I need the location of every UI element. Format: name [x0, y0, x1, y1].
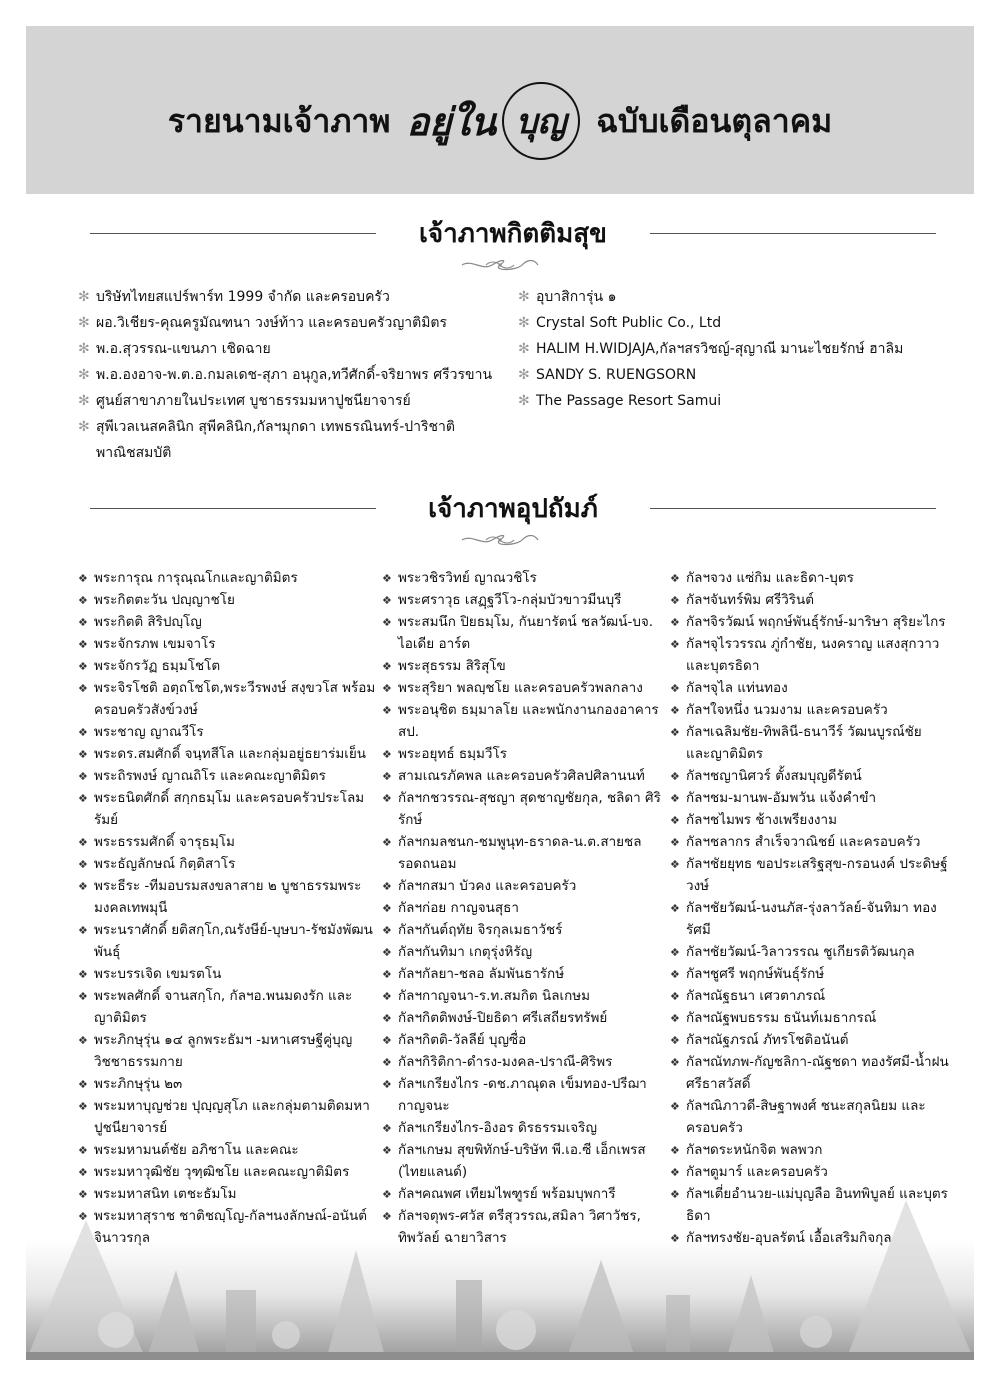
- list-item: ❖ กัลฯณิภาวดี-สิษฐาพงศ์ ชนะสกุลนิยม และครอบครัว: [670, 1098, 926, 1136]
- list-item: ❖ กัลฯจุไล แท่นทอง: [670, 677, 950, 699]
- list-item: ✻ HALIM H.WIDJAJA,กัลฯสรวิชญ์-สุญาณี มานะไชยรักษ์ ฮาลิม: [518, 336, 938, 362]
- divider-left: [90, 508, 376, 509]
- diamond-bullet-icon: ❖: [78, 1166, 88, 1179]
- diamond-bullet-icon: ❖: [670, 704, 680, 717]
- diamond-bullet-icon: ❖: [382, 1034, 392, 1047]
- diamond-bullet-icon: ❖: [382, 990, 392, 1003]
- list-item: ❖ กัลฯชัยยุทธ ขอประเสริฐสุข-กรอนงค์ ประดิษฐ์วงษ์: [670, 856, 948, 894]
- diamond-bullet-icon: ❖: [78, 770, 88, 783]
- list-item: ❖ พระนราศักดิ์ ยติสกฺโก,ณรังษีย์-บุษบา-รัชมังพัฒนพันธุ์: [78, 922, 373, 960]
- diamond-bullet-icon: ❖: [382, 572, 392, 585]
- list-item: ❖ กัลฯณัฐพบธรรม ธนันท์เมธากรณ์: [670, 1007, 950, 1029]
- list-item: ❖ พระจักรวัฏ ธมฺมโชโต: [78, 655, 378, 677]
- list-item: ✻ Crystal Soft Public Co., Ltd: [518, 310, 938, 336]
- list-item: ❖ กัลฯชลากร สำเร็จวาณิชย์ และครอบครัว: [670, 831, 950, 853]
- list-item: ✻ ศูนย์สาขาภายในประเทศ บูชาธรรมมหาปูชนียาจารย์: [78, 388, 498, 414]
- list-item: ❖ กัลฯจตุพร-ศวัส ตรีสุวรรณ,สมิลา วิศาวัชร, ทิพวัลย์ ฉายาวิสาร: [382, 1208, 641, 1246]
- list-item: ❖ กัลฯดระหนักจิต พลพวก: [670, 1139, 950, 1161]
- diamond-bullet-icon: ❖: [670, 1012, 680, 1025]
- list-item: ❖ กัลฯเตี่ยอำนวย-แม่บุญลือ อินทพิบูลย์ และบุตรธิดา: [670, 1186, 948, 1224]
- list-item: ❖ พระบรรเจิด เขมรตโน: [78, 963, 378, 985]
- diamond-bullet-icon: ❖: [670, 814, 680, 827]
- asterisk-icon: ✻: [78, 341, 90, 357]
- supporters-col1-list: [78, 567, 378, 1249]
- list-item: ❖ พระถิรพงษ์ ญาณถิโร และคณะญาติมิตร: [78, 765, 378, 787]
- list-item: ❖ พระมหาสุราช ชาติชญฺโญ-กัลฯนงลักษณ์-อนันต์ จินาวรกุล: [78, 1208, 368, 1246]
- diamond-bullet-icon: ❖: [670, 770, 680, 783]
- diamond-bullet-icon: ❖: [382, 748, 392, 761]
- asterisk-icon: ✻: [78, 393, 90, 409]
- diamond-bullet-icon: ❖: [382, 968, 392, 981]
- list-item: ❖ กัลฯจวง แซ่กิม และธิดา-บุตร: [670, 567, 950, 589]
- diamond-bullet-icon: ❖: [670, 968, 680, 981]
- diamond-bullet-icon: ❖: [382, 770, 392, 783]
- list-item: ❖ กัลฯชม-มานพ-อัมพวัน แจ้งคำขำ: [670, 787, 950, 809]
- diamond-bullet-icon: ❖: [670, 1188, 680, 1201]
- diamond-bullet-icon: ❖: [78, 660, 88, 673]
- list-item: ❖ พระสุริยา พลญฺชโย และครอบครัวพลกลาง: [382, 677, 662, 699]
- flourish-ornament-icon: [460, 257, 540, 273]
- list-item: ❖ พระมหาสนิท เตชะธัมโม: [78, 1183, 378, 1205]
- supporters-col2-list: [382, 567, 662, 1249]
- list-item: ✻ พ.อ.สุวรรณ-แขนภา เชิดฉาย: [78, 336, 498, 362]
- diamond-bullet-icon: ❖: [670, 902, 680, 915]
- diamond-bullet-icon: ❖: [78, 836, 88, 849]
- list-item: ❖ พระมหามนต์ชัย อภิชาโน และคณะ: [78, 1139, 378, 1161]
- list-item: ❖ พระธนิตศักดิ์ สกฺกธมฺโม และครอบครัวประโลมรัมย์: [78, 790, 365, 828]
- list-item: ❖ พระภิกษุรุ่น ๑๔ ลูกพระธัมฯ -มหาเศรษฐีคู่บุญ วิชชาธรรมกาย: [78, 1032, 353, 1070]
- list-item: ❖ กัลฯกัลยา-ชลอ ลัมพันธารักษ์: [382, 963, 662, 985]
- diamond-bullet-icon: ❖: [382, 880, 392, 893]
- list-item: ❖ กัลฯกาญจนา-ร.ท.สมกิต นิลเกษม: [382, 985, 662, 1007]
- list-item: ❖ กัลฯจันทร์พิม ศรีวิรินต์: [670, 589, 950, 611]
- diamond-bullet-icon: ❖: [78, 1100, 88, 1113]
- diamond-bullet-icon: ❖: [78, 682, 88, 695]
- diamond-bullet-icon: ❖: [670, 946, 680, 959]
- asterisk-icon: ✻: [78, 367, 90, 383]
- logo-circle-text: บุญ: [515, 102, 567, 142]
- diamond-bullet-icon: ❖: [670, 1232, 680, 1245]
- divider-left: [90, 233, 376, 234]
- list-item: ❖ กัลฯจิรวัฒน์ พฤกษ์พันธุ์รักษ์-มาริษา สุริยะไกร: [670, 611, 950, 633]
- list-item: ❖ พระวชิรวิทย์ ญาณวชิโร: [382, 567, 662, 589]
- list-item: ✻ ผอ.วิเชียร-คุณครูมัณฑนา วงษ์ท้าว และครอบครัวญาติมิตร: [78, 310, 498, 336]
- list-item: ❖ กัลฯกิตติพงษ์-ปิยธิดา ศรีเสถียรทรัพย์: [382, 1007, 662, 1029]
- list-item: ❖ พระสุธรรม สิริสุโข: [382, 655, 662, 677]
- diamond-bullet-icon: ❖: [382, 1056, 392, 1069]
- list-item: ❖ กัลฯใจหนึ่ง นวมงาม และครอบครัว: [670, 699, 950, 721]
- asterisk-icon: ✻: [518, 289, 530, 305]
- diamond-bullet-icon: ❖: [78, 1034, 88, 1047]
- list-item: ❖ กัลฯก่อย กาญจนสุธา: [382, 897, 662, 919]
- list-item: ❖ กัลฯกมลชนก-ชมพูนุท-ธราดล-น.ต.สายชล รอดถนอม: [382, 834, 642, 872]
- list-item: ❖ กัลฯกสมา บัวคง และครอบครัว: [382, 875, 662, 897]
- supporters-heading: [90, 488, 936, 528]
- list-item: ❖ กัลฯกิตติ-วัลลีย์ บุญซื่อ: [382, 1029, 662, 1051]
- logo-circle: [502, 82, 580, 160]
- list-item: ❖ พระธรรมศักดิ์ จารุธมฺโม: [78, 831, 378, 853]
- diamond-bullet-icon: ❖: [382, 1122, 392, 1135]
- diamond-bullet-icon: ❖: [670, 682, 680, 695]
- list-item: ❖ กัลฯจุไรวรรณ ภู่กำชัย, นงคราญ แสงสุกวาว และบุตรธิดา: [670, 636, 940, 674]
- list-item: ❖ พระภิกษุรุ่น ๒๓: [78, 1073, 378, 1095]
- list-item: ✻ สุพีเวลเนสคลินิก สุพีคลินิก,กัลฯมุกดา เทพธรณินทร์-ปาริชาติ พาณิชสมบัติ: [78, 414, 498, 466]
- list-item: ❖ พระชาญ ญาณวีโร: [78, 721, 378, 743]
- list-item: ❖ กัลฯชัยวัฒน์-นงนภัส-รุ่งลาวัลย์-จันทิมา ทองรัศมี: [670, 900, 937, 938]
- diamond-bullet-icon: ❖: [78, 1210, 88, 1223]
- list-item: ❖ กัลฯณัทภพ-กัญชลิกา-ณัฐชดา ทองรัศมี-น้ำฝน ศรีธาสวัสดิ์: [670, 1054, 949, 1092]
- diamond-bullet-icon: ❖: [382, 1210, 392, 1223]
- diamond-bullet-icon: ❖: [78, 594, 88, 607]
- diamond-bullet-icon: ❖: [382, 660, 392, 673]
- diamond-bullet-icon: ❖: [78, 638, 88, 651]
- diamond-bullet-icon: ❖: [670, 1100, 680, 1113]
- list-item: ❖ กัลฯกิริติกา-ดำรง-มงคล-ปราณี-ศิริพร: [382, 1051, 662, 1073]
- list-item: ❖ พระจิรโชติ อตฺถโชโต,พระวีรพงษ์ สงฺขวโส พร้อมครอบครัวสังข์วงษ์: [78, 680, 376, 718]
- diamond-bullet-icon: ❖: [78, 1078, 88, 1091]
- list-item: ❖ กัลฯกันทิมา เกตุรุ่งหิรัญ: [382, 941, 662, 963]
- asterisk-icon: ✻: [78, 289, 90, 305]
- main-sponsors-right-list: [518, 284, 938, 414]
- asterisk-icon: ✻: [78, 315, 90, 331]
- diamond-bullet-icon: ❖: [670, 594, 680, 607]
- supporters-col3-list: [670, 567, 950, 1249]
- list-item: ❖ กัลฯชญานิศวร์ ตั้งสมบุญดีรัตน์: [670, 765, 950, 787]
- diamond-bullet-icon: ❖: [670, 990, 680, 1003]
- diamond-bullet-icon: ❖: [382, 792, 392, 805]
- asterisk-icon: ✻: [518, 341, 530, 357]
- asterisk-icon: ✻: [78, 419, 90, 435]
- divider-right: [650, 233, 936, 234]
- diamond-bullet-icon: ❖: [670, 1166, 680, 1179]
- title-row: [26, 86, 974, 156]
- list-item: ❖ สามเณรภัคพล และครอบครัวศิลปศิลานนท์: [382, 765, 662, 787]
- list-item: ❖ กัลฯชัยวัฒน์-วิลาวรรณ ชูเกียรติวัฒนกุล: [670, 941, 950, 963]
- diamond-bullet-icon: ❖: [382, 1144, 392, 1157]
- diamond-bullet-icon: ❖: [670, 572, 680, 585]
- logo: [406, 82, 580, 160]
- title-left: รายนามเจ้าภาพ: [167, 101, 391, 140]
- list-item: ❖ กัลฯเฉลิมชัย-ทิพลินี-ธนาวีร์ วัฒนบูรณ์ชัย และญาติมิตร: [670, 724, 922, 762]
- diamond-bullet-icon: ❖: [670, 1056, 680, 1069]
- list-item: ❖ กัลฯณัฐภรณ์ ภัทรโชติอนันต์: [670, 1029, 950, 1051]
- asterisk-icon: ✻: [518, 367, 530, 383]
- diamond-bullet-icon: ❖: [382, 836, 392, 849]
- diamond-bullet-icon: ❖: [382, 1078, 392, 1091]
- list-item: ❖ พระศราวุธ เสฏฺฐวีโว-กลุ่มบัวขาวมีนบุรี: [382, 589, 662, 611]
- list-item: ❖ พระธีระ -ทีมอบรมสงขลาสาย ๒ บูชาธรรมพระมงคลเทพมุนี: [78, 878, 362, 916]
- list-item: ❖ พระกิตตะวัน ปญฺญาชโย: [78, 589, 378, 611]
- list-item: ❖ กัลฯเกรียงไกร-อิงอร ดิรธรรมเจริญ: [382, 1117, 662, 1139]
- diamond-bullet-icon: ❖: [78, 858, 88, 871]
- diamond-bullet-icon: ❖: [78, 880, 88, 893]
- asterisk-icon: ✻: [518, 315, 530, 331]
- list-item: ❖ พระจักรภพ เขมจาโร: [78, 633, 378, 655]
- diamond-bullet-icon: ❖: [78, 748, 88, 761]
- asterisk-icon: ✻: [518, 393, 530, 409]
- list-item: ❖ พระอยุทธ์ ธมฺมวีโร: [382, 743, 662, 765]
- list-item: ❖ กัลฯกชวรรณ-สุชญา สุดชาญชัยกุล, ชลิดา ศิริรักษ์: [382, 790, 661, 828]
- diamond-bullet-icon: ❖: [382, 616, 392, 629]
- list-item: ❖ พระดร.สมศักดิ์ จนฺทสีโล และกลุ่มอยู่ธยาร่มเย็น: [78, 743, 378, 765]
- list-item: ❖ กัลฯคณพศ เทียมไพฑูรย์ พร้อมบุพการี: [382, 1183, 662, 1205]
- header-banner: [26, 26, 974, 194]
- section-title: เจ้าภาพอุปถัมภ์: [428, 494, 598, 524]
- diamond-bullet-icon: ❖: [78, 968, 88, 981]
- list-item: ❖ กัลฯตูมาร์ และครอบครัว: [670, 1161, 950, 1183]
- diamond-bullet-icon: ❖: [78, 1144, 88, 1157]
- divider-right: [650, 508, 936, 509]
- diamond-bullet-icon: ❖: [382, 1012, 392, 1025]
- list-item: ✻ พ.อ.องอาจ-พ.ต.อ.กมลเดช-สุภา อนุกูล,ทวีศักดิ์-จริยาพร ศรีวรขาน: [78, 362, 498, 388]
- list-item: ❖ พระมหาบุญช่วย ปุญฺญสุโภ และกลุ่มตามติดมหาปูชนียาจารย์: [78, 1098, 370, 1136]
- diamond-bullet-icon: ❖: [382, 594, 392, 607]
- diamond-bullet-icon: ❖: [670, 616, 680, 629]
- main-sponsors-left-list: [78, 284, 498, 466]
- list-item: ❖ พระสมนึก ปิยธมฺโม, กันยารัตน์ ชลวัฒน์-บจ. ไอเดีย อาร์ต: [382, 614, 654, 652]
- diamond-bullet-icon: ❖: [78, 990, 88, 1003]
- diamond-bullet-icon: ❖: [670, 638, 680, 651]
- list-item: ❖ กัลฯณัฐธนา เศวตาภรณ์: [670, 985, 950, 1007]
- main-sponsors-heading: [90, 213, 936, 253]
- diamond-bullet-icon: ❖: [670, 792, 680, 805]
- diamond-bullet-icon: ❖: [670, 1144, 680, 1157]
- title-right: ฉบับเดือนตุลาคม: [596, 101, 833, 140]
- list-item: ❖ พระการุณ การุณฺณโกและญาติมิตร: [78, 567, 378, 589]
- section-title: เจ้าภาพกิตติมสุข: [419, 219, 607, 249]
- diamond-bullet-icon: ❖: [78, 616, 88, 629]
- diamond-bullet-icon: ❖: [78, 1188, 88, 1201]
- diamond-bullet-icon: ❖: [382, 902, 392, 915]
- diamond-bullet-icon: ❖: [78, 572, 88, 585]
- diamond-bullet-icon: ❖: [670, 1034, 680, 1047]
- list-item: ❖ พระมหาวุฒิชัย วุฑฺฒิชโย และคณะญาติมิตร: [78, 1161, 378, 1183]
- diamond-bullet-icon: ❖: [78, 792, 88, 805]
- diamond-bullet-icon: ❖: [670, 726, 680, 739]
- list-item: ❖ พระธัญลักษณ์ กิตฺติสาโร: [78, 853, 378, 875]
- flourish-ornament-icon: [460, 532, 540, 548]
- list-item: ❖ กัลฯกันต์ฤทัย จิรกุลเมธาวัชร์: [382, 919, 662, 941]
- list-item: ❖ กัลฯทรงชัย-อุบลรัตน์ เอื้อเสริมกิจกุล: [670, 1227, 950, 1249]
- list-item: ❖ กัลฯเกษม สุขพิทักษ์-บริษัท พี.เอ.ซี เอ็กเพรส (ไทยแลนด์): [382, 1142, 646, 1180]
- list-item: ❖ กัลฯชูศรี พฤกษ์พันธุ์รักษ์: [670, 963, 950, 985]
- list-item: ❖ พระอนุชิต ธมฺมาลโย และพนักงานกองอาคาร สป.: [382, 702, 659, 740]
- list-item: ❖ กัลฯชไมพร ช้างเพรียงงาม: [670, 809, 950, 831]
- diamond-bullet-icon: ❖: [382, 1188, 392, 1201]
- list-item: ✻ บริษัทไทยสแปร์พาร์ท 1999 จำกัด และครอบครัว: [78, 284, 498, 310]
- diamond-bullet-icon: ❖: [382, 946, 392, 959]
- list-item: ❖ พระกิตติ สิริปญฺโญ: [78, 611, 378, 633]
- diamond-bullet-icon: ❖: [78, 924, 88, 937]
- list-item: ❖ กัลฯเกรียงไกร -ดช.ภาณุดล เข็มทอง-ปรีฌา กาญจนะ: [382, 1076, 647, 1114]
- logo-script: อยู่ใน: [406, 98, 497, 144]
- list-item: ✻ อุบาสิการุ่น ๑: [518, 284, 938, 310]
- list-item: ✻ The Passage Resort Samui: [518, 388, 938, 414]
- diamond-bullet-icon: ❖: [670, 858, 680, 871]
- list-item: ❖ พระพลศักดิ์ จานสกฺโก, กัลฯอ.พนมดงรัก และญาติมิตร: [78, 988, 353, 1026]
- diamond-bullet-icon: ❖: [382, 682, 392, 695]
- diamond-bullet-icon: ❖: [78, 726, 88, 739]
- list-item: ✻ SANDY S. RUENGSORN: [518, 362, 938, 388]
- diamond-bullet-icon: ❖: [382, 704, 392, 717]
- diamond-bullet-icon: ❖: [382, 924, 392, 937]
- diamond-bullet-icon: ❖: [670, 836, 680, 849]
